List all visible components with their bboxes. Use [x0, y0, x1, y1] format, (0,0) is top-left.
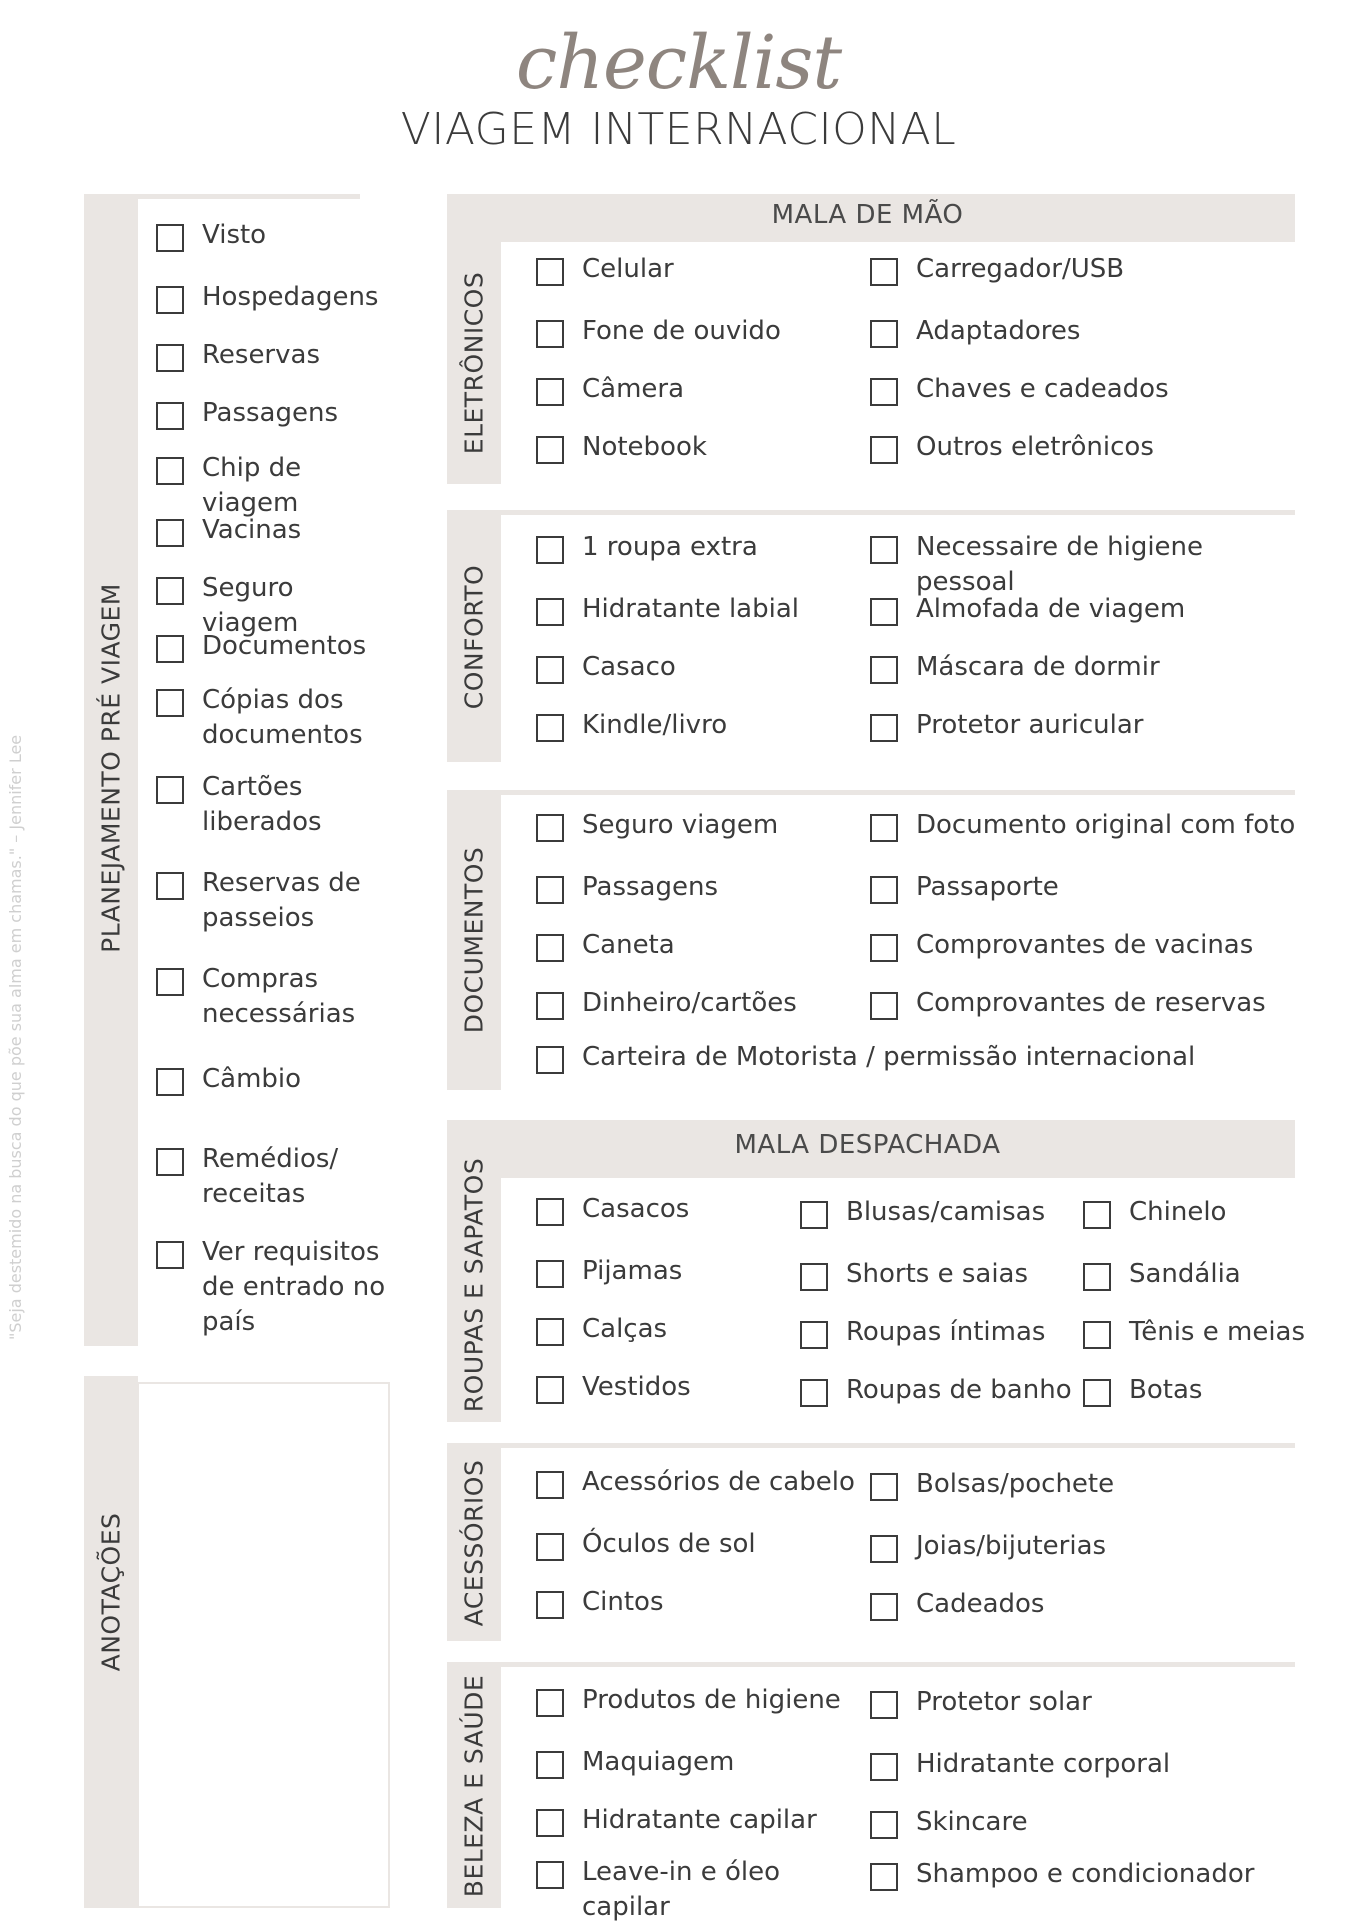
- accessories-label: ACESSÓRIOS: [459, 1459, 489, 1627]
- checkbox[interactable]: [870, 934, 898, 962]
- checklist-item-comprovantes-de-reservas[interactable]: [870, 986, 1300, 1021]
- checklist-item-label: Casaco: [582, 652, 676, 682]
- checkbox[interactable]: [870, 378, 898, 406]
- script-title: checklist: [515, 20, 842, 106]
- checklist-item-label: Seguro viagem: [202, 573, 299, 638]
- documents-label: DOCUMENTOS: [459, 846, 489, 1034]
- checklist-item-camera[interactable]: [536, 372, 866, 407]
- checklist-item-label: Notebook: [582, 432, 707, 462]
- checkbox[interactable]: [156, 968, 184, 996]
- checkbox[interactable]: [870, 876, 898, 904]
- checkbox[interactable]: [156, 776, 184, 804]
- checklist-item-blusas-camisas[interactable]: [800, 1195, 1080, 1230]
- checklist-item-label: Bolsas/pochete: [916, 1469, 1115, 1499]
- checkbox[interactable]: [870, 320, 898, 348]
- checklist-item-carregador-usb[interactable]: [870, 252, 1300, 287]
- checklist-item-label: Shampoo e condicionador: [916, 1859, 1255, 1889]
- checklist-item-visto[interactable]: [156, 218, 396, 253]
- checklist-item-label: Máscara de dormir: [916, 652, 1160, 682]
- checkbox[interactable]: [536, 1533, 564, 1561]
- beauty-top-line: [447, 1662, 1295, 1667]
- checkbox[interactable]: [870, 1753, 898, 1781]
- checklist-item-label: Câmera: [582, 374, 685, 404]
- checkbox[interactable]: [536, 1809, 564, 1837]
- checklist-item-label: Câmbio: [202, 1064, 302, 1094]
- checklist-item-fone-de-ouvido[interactable]: [536, 314, 866, 349]
- checklist-item-passagens[interactable]: [536, 870, 866, 905]
- checklist-item-label: Celular: [582, 254, 674, 284]
- checklist-item-label: Carregador/USB: [916, 254, 1125, 284]
- checklist-item-label: Almofada de viagem: [916, 594, 1186, 624]
- checklist-item-label: Passaporte: [916, 872, 1059, 902]
- checklist-item-label: Casacos: [582, 1194, 690, 1224]
- checkbox[interactable]: [870, 714, 898, 742]
- checklist-item-documentos[interactable]: [156, 629, 396, 664]
- checklist-item-label: Outros eletrônicos: [916, 432, 1154, 462]
- checkbox[interactable]: [536, 1471, 564, 1499]
- checkbox[interactable]: [156, 689, 184, 717]
- side-quote: "Seja destemido na busca do que põe sua alma em chamas." – Jennifer Lee: [6, 734, 25, 1340]
- checklist-item-label: Cartões liberados: [202, 772, 322, 837]
- checkbox[interactable]: [536, 1260, 564, 1288]
- checklist-item-hidratante-labial[interactable]: [536, 592, 866, 627]
- checkbox[interactable]: [1083, 1379, 1111, 1407]
- checkbox[interactable]: [870, 1535, 898, 1563]
- checklist-item-label: Adaptadores: [916, 316, 1081, 346]
- checkbox[interactable]: [800, 1379, 828, 1407]
- checklist-item-seguro-viagem[interactable]: [536, 808, 866, 843]
- checklist-item-protetor-solar[interactable]: [870, 1685, 1290, 1720]
- checklist-item-label: Visto: [202, 220, 267, 250]
- checklist-item-oculos-de-sol[interactable]: [536, 1527, 866, 1562]
- checklist-item-tenis-e-meias[interactable]: [1083, 1315, 1313, 1350]
- checklist-item-label: Vestidos: [582, 1372, 691, 1402]
- checklist-item-1-roupa-extra[interactable]: [536, 530, 866, 565]
- checkbox[interactable]: [536, 814, 564, 842]
- checklist-item-mascara-de-dormir[interactable]: [870, 650, 1300, 685]
- checklist-item-label: Calças: [582, 1314, 668, 1344]
- checkbox[interactable]: [536, 1318, 564, 1346]
- checkbox[interactable]: [156, 635, 184, 663]
- checklist-item-documento-original-com-foto[interactable]: [870, 808, 1300, 843]
- checklist-item-label: Pijamas: [582, 1256, 683, 1286]
- checklist-item-bolsas-pochete[interactable]: [870, 1467, 1290, 1502]
- checklist-item-passaporte[interactable]: [870, 870, 1300, 905]
- checkbox[interactable]: [536, 1376, 564, 1404]
- checklist-item-label: Passagens: [202, 398, 338, 428]
- checklist-item-outros-eletronicos[interactable]: [870, 430, 1300, 465]
- checkbox[interactable]: [536, 436, 564, 464]
- checkbox[interactable]: [156, 457, 184, 485]
- checklist-item-label: Produtos de higiene: [582, 1685, 841, 1715]
- checked-title: MALA DESPACHADA: [734, 1130, 1001, 1160]
- checklist-item-label: Seguro viagem: [582, 810, 779, 840]
- checkbox[interactable]: [870, 436, 898, 464]
- documents-top-line: [447, 790, 1295, 795]
- checklist-item-label: Comprovantes de vacinas: [916, 930, 1254, 960]
- notes-area[interactable]: [137, 1382, 390, 1908]
- checklist-item-label: Kindle/livro: [582, 710, 728, 740]
- checklist-item-label: Protetor auricular: [916, 710, 1144, 740]
- checkbox[interactable]: [870, 992, 898, 1020]
- checklist-item-label: Ver requisitos de entrado no país: [202, 1237, 386, 1337]
- clothes-label: ROUPAS E SAPATOS: [459, 1157, 489, 1413]
- checkbox[interactable]: [156, 402, 184, 430]
- checklist-item-label: Compras necessárias: [202, 964, 356, 1029]
- checklist-item-calcas[interactable]: [536, 1312, 796, 1347]
- checkbox[interactable]: [536, 876, 564, 904]
- checklist-item-maquiagem[interactable]: [536, 1745, 866, 1780]
- checklist-item-sandalia[interactable]: [1083, 1257, 1313, 1292]
- checklist-item-label: Blusas/camisas: [846, 1197, 1046, 1227]
- checklist-item-cartoes-liberados[interactable]: [156, 770, 396, 840]
- checklist-item-reservas[interactable]: [156, 338, 396, 373]
- checklist-item-label: Óculos de sol: [582, 1529, 756, 1559]
- checkbox[interactable]: [156, 577, 184, 605]
- checkbox[interactable]: [156, 1148, 184, 1176]
- checklist-item-remedios-receitas[interactable]: [156, 1142, 396, 1212]
- checkbox[interactable]: [536, 536, 564, 564]
- checklist-item-label: Passagens: [582, 872, 718, 902]
- checklist-item-passagens[interactable]: [156, 396, 396, 431]
- checkbox[interactable]: [870, 1473, 898, 1501]
- checklist-item-label: Roupas de banho: [846, 1375, 1072, 1405]
- checklist-item-label: Shorts e saias: [846, 1259, 1029, 1289]
- checklist-item-label: Documento original com foto: [916, 810, 1296, 840]
- checklist-item-label: Chip de viagem: [202, 453, 302, 518]
- checklist-item-label: Necessaire de higiene pessoal: [916, 532, 1204, 597]
- checklist-item-label: Hidratante capilar: [582, 1805, 817, 1835]
- checklist-item-botas[interactable]: [1083, 1373, 1313, 1408]
- checklist-item-joias-bijuterias[interactable]: [870, 1529, 1290, 1564]
- checklist-item-dinheiro-cartoes[interactable]: [536, 986, 866, 1021]
- electronics-label: ELETRÔNICOS: [459, 271, 489, 455]
- checklist-item-shorts-e-saias[interactable]: [800, 1257, 1080, 1292]
- checklist-item-label: Fone de ouvido: [582, 316, 781, 346]
- checkbox[interactable]: [156, 224, 184, 252]
- checklist-item-necessaire-de-higiene-pessoal[interactable]: [870, 530, 1300, 600]
- checklist-item-ver-requisitos-de-entrado-no-pais[interactable]: [156, 1235, 396, 1340]
- checklist-item-label: Cópias dos documentos: [202, 685, 363, 750]
- checkbox[interactable]: [536, 1591, 564, 1619]
- checklist-item-caneta[interactable]: [536, 928, 866, 963]
- checkbox[interactable]: [870, 1593, 898, 1621]
- checklist-item-label: 1 roupa extra: [582, 532, 758, 562]
- checklist-item-chaves-e-cadeados[interactable]: [870, 372, 1300, 407]
- checkbox[interactable]: [1083, 1201, 1111, 1229]
- checkbox[interactable]: [800, 1263, 828, 1291]
- checkbox[interactable]: [536, 656, 564, 684]
- checkbox[interactable]: [870, 814, 898, 842]
- checklist-item-label: Acessórios de cabelo: [582, 1467, 855, 1497]
- checklist-item-vacinas[interactable]: [156, 513, 396, 548]
- checkbox[interactable]: [870, 1811, 898, 1839]
- checklist-item-hidratante-corporal[interactable]: [870, 1747, 1290, 1782]
- checkbox[interactable]: [870, 1863, 898, 1891]
- checkbox[interactable]: [536, 1198, 564, 1226]
- checklist-item-label: Joias/bijuterias: [916, 1531, 1107, 1561]
- checklist-item-cintos[interactable]: [536, 1585, 866, 1620]
- checklist-item-reservas-de-passeios[interactable]: [156, 866, 396, 936]
- checkbox[interactable]: [536, 1046, 564, 1074]
- checklist-item-label: Vacinas: [202, 515, 302, 545]
- checkbox[interactable]: [870, 1691, 898, 1719]
- checklist-item-label: Chaves e cadeados: [916, 374, 1169, 404]
- checkbox[interactable]: [800, 1321, 828, 1349]
- comfort-label: CONFORTO: [459, 564, 489, 710]
- checkbox[interactable]: [536, 714, 564, 742]
- checkbox[interactable]: [870, 258, 898, 286]
- carry-on-title: MALA DE MÃO: [771, 200, 964, 230]
- checklist-item-label: Sandália: [1129, 1259, 1241, 1289]
- checklist-item-label: Skincare: [916, 1807, 1028, 1837]
- checklist-item-label: Hidratante corporal: [916, 1749, 1171, 1779]
- checklist-item-shampoo-e-condicionador[interactable]: [870, 1857, 1290, 1892]
- checkbox[interactable]: [536, 378, 564, 406]
- checkbox[interactable]: [536, 598, 564, 626]
- checkbox[interactable]: [536, 320, 564, 348]
- checklist-item-label: Cintos: [582, 1587, 664, 1617]
- checklist-item-pijamas[interactable]: [536, 1254, 796, 1289]
- checklist-item-label: Chinelo: [1129, 1197, 1227, 1227]
- checklist-item-produtos-de-higiene[interactable]: [536, 1683, 866, 1718]
- checklist-item-label: Tênis e meias: [1129, 1317, 1306, 1347]
- checklist-item-vestidos[interactable]: [536, 1370, 796, 1405]
- checklist-item-label: Comprovantes de reservas: [916, 988, 1266, 1018]
- beauty-label: BELEZA E SAÚDE: [459, 1674, 489, 1898]
- checklist-item-label: Reservas: [202, 340, 320, 370]
- comfort-top-line: [447, 510, 1295, 515]
- checklist-item-chinelo[interactable]: [1083, 1195, 1313, 1230]
- checklist-item-adaptadores[interactable]: [870, 314, 1300, 349]
- checklist-item-label: Hospedagens: [202, 282, 379, 312]
- checklist-item-label: Roupas íntimas: [846, 1317, 1046, 1347]
- checklist-item-cadeados[interactable]: [870, 1587, 1290, 1622]
- checklist-item-comprovantes-de-vacinas[interactable]: [870, 928, 1300, 963]
- checkbox[interactable]: [156, 1068, 184, 1096]
- checklist-item-label: Cadeados: [916, 1589, 1045, 1619]
- checklist-item-label: Dinheiro/cartões: [582, 988, 797, 1018]
- checkbox[interactable]: [156, 344, 184, 372]
- checkbox[interactable]: [1083, 1321, 1111, 1349]
- checkbox[interactable]: [800, 1201, 828, 1229]
- checkbox[interactable]: [536, 1751, 564, 1779]
- checkbox[interactable]: [870, 598, 898, 626]
- checklist-item-roupas-intimas[interactable]: [800, 1315, 1080, 1350]
- checkbox[interactable]: [536, 1861, 564, 1889]
- accessories-top-line: [447, 1443, 1295, 1448]
- checkbox[interactable]: [1083, 1263, 1111, 1291]
- checklist-item-casacos[interactable]: [536, 1192, 796, 1227]
- checklist-item-cambio[interactable]: [156, 1062, 396, 1097]
- checklist-item-label: Reservas de passeios: [202, 868, 361, 933]
- checkbox[interactable]: [156, 519, 184, 547]
- checklist-item-label: Botas: [1129, 1375, 1203, 1405]
- checkbox[interactable]: [536, 258, 564, 286]
- checklist-item-hospedagens[interactable]: [156, 280, 396, 315]
- checklist-item-skincare[interactable]: [870, 1805, 1290, 1840]
- checkbox[interactable]: [870, 536, 898, 564]
- checklist-item-label: Documentos: [202, 631, 367, 661]
- checklist-item-acessorios-de-cabelo[interactable]: [536, 1465, 866, 1500]
- checklist-item-roupas-de-banho[interactable]: [800, 1373, 1080, 1408]
- checklist-item-label: Maquiagem: [582, 1747, 735, 1777]
- checklist-item-label: Leave-in e óleo capilar: [582, 1857, 780, 1922]
- checklist-item-label: Hidratante labial: [582, 594, 800, 624]
- checklist-item-chip-de-viagem[interactable]: [156, 451, 396, 521]
- planning-top-line: [138, 194, 360, 199]
- checklist-item-label: Remédios/ receitas: [202, 1144, 339, 1209]
- checklist-item-kindle-livro[interactable]: [536, 708, 866, 743]
- checklist-item-almofada-de-viagem[interactable]: [870, 592, 1300, 627]
- checklist-item-copias-dos-documentos[interactable]: [156, 683, 396, 753]
- checklist-item-label: Caneta: [582, 930, 675, 960]
- checklist-item-celular[interactable]: [536, 252, 866, 287]
- checkbox[interactable]: [536, 992, 564, 1020]
- checklist-item-casaco[interactable]: [536, 650, 866, 685]
- checklist-item-carteira-de-motorista-permissao-internacional[interactable]: [536, 1040, 1276, 1075]
- checklist-item-hidratante-capilar[interactable]: [536, 1803, 866, 1838]
- page-title: VIAGEM INTERNACIONAL: [400, 104, 957, 155]
- checklist-item-protetor-auricular[interactable]: [870, 708, 1300, 743]
- checkbox[interactable]: [536, 934, 564, 962]
- checkbox[interactable]: [870, 656, 898, 684]
- checklist-item-compras-necessarias[interactable]: [156, 962, 396, 1032]
- planning-label: PLANEJAMENTO PRÉ VIAGEM: [96, 583, 126, 953]
- checklist-item-label: Protetor solar: [916, 1687, 1092, 1717]
- checkbox[interactable]: [156, 286, 184, 314]
- checklist-item-notebook[interactable]: [536, 430, 866, 465]
- checkbox[interactable]: [156, 1241, 184, 1269]
- notes-label: ANOTAÇÕES: [96, 1512, 126, 1672]
- checkbox[interactable]: [536, 1689, 564, 1717]
- checklist-item-label: Carteira de Motorista / permissão internacional: [582, 1042, 1196, 1072]
- checkbox[interactable]: [156, 872, 184, 900]
- checklist-item-leave-in-e-oleo-capilar[interactable]: [536, 1855, 866, 1925]
